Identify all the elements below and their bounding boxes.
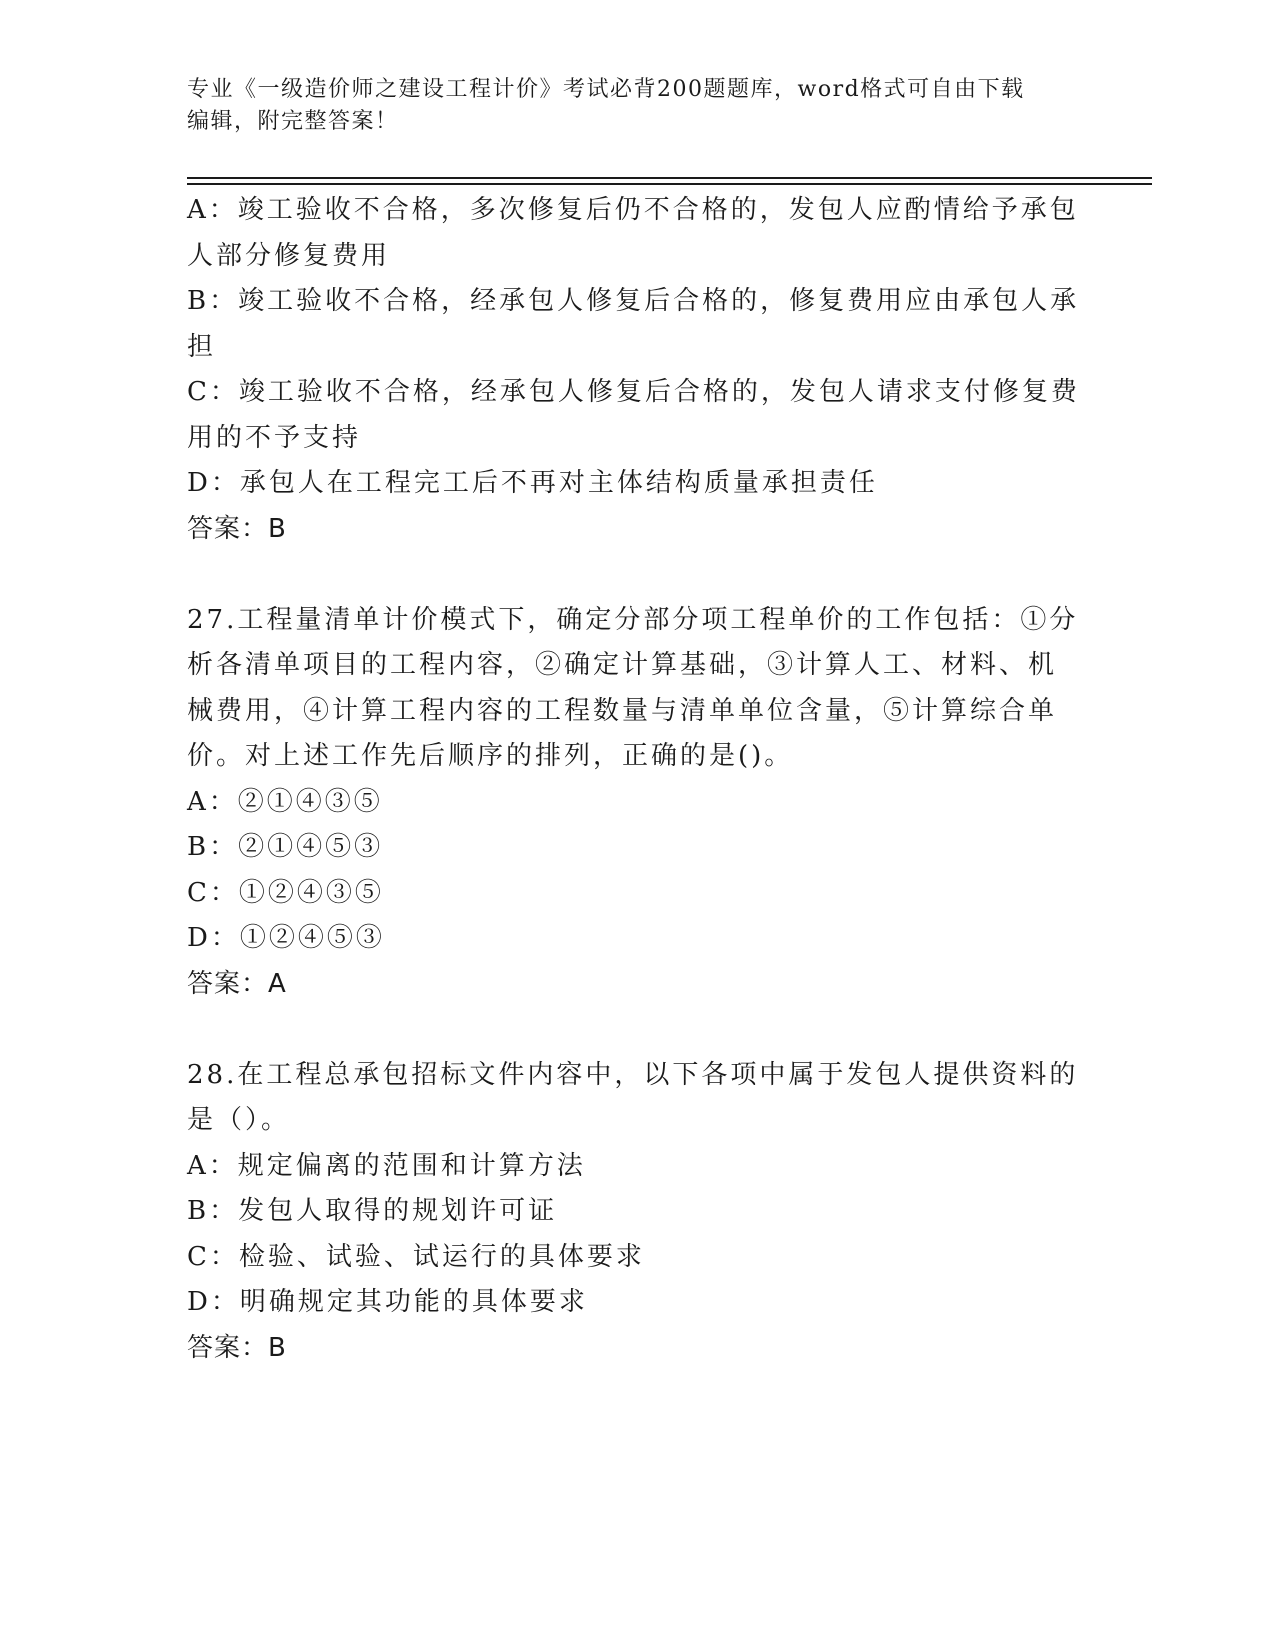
header-rule-bottom [187,183,1152,185]
q26-option-d: D：承包人在工程完工后不再对主体结构质量承担责任 [187,468,878,498]
q27-stem-line-4: 价。对上述工作先后顺序的排列，正确的是()。 [187,741,794,771]
header-rule-top [187,177,1152,179]
q28-option-c: C：检验、试验、试运行的具体要求 [187,1241,645,1272]
question-26 [187,188,1087,552]
q27-option-d: D：①②④⑤③ [187,923,385,953]
q28-option-d: D：明确规定其功能的具体要求 [187,1287,588,1317]
q27-stem-line-1: 27.工程量清单计价模式下，确定分部分项工程单价的工作包括：①分 [187,604,1079,635]
q28-option-b: B：发包人取得的规划许可证 [187,1196,558,1226]
q28-stem-line-2: 是（）。 [187,1105,291,1135]
q27-stem-line-2: 析各清单项目的工程内容，②确定计算基础，③计算人工、材料、机 [187,650,1058,680]
q26-option-b-line-2: 担 [187,331,217,362]
q28-answer: 答案：B [187,1332,287,1363]
header-line-1: 专业《一级造价师之建设工程计价》考试必背200题题库，word格式可自由下载 [187,77,1025,102]
question-28 [187,1053,1087,1372]
q27-option-a: A：②①④③⑤ [187,786,383,817]
q28-stem-line-1: 28.在工程总承包招标文件内容中，以下各项中属于发包人提供资料的 [187,1059,1079,1090]
question-27 [187,598,1087,1008]
spacer [187,552,1087,598]
q26-option-c-line-1: C：竣工验收不合格，经承包人修复后合格的，发包人请求支付修复费 [187,377,1080,407]
spacer [187,1007,1087,1053]
q26-option-a-line-2: 人部分修复费用 [187,240,391,271]
q27-stem-line-3: 械费用，④计算工程内容的工程数量与清单单位含量，⑤计算综合单 [187,695,1058,726]
q27-option-b: B：②①④⑤③ [187,832,384,862]
header-line-2: 编辑，附完整答案！ [187,109,399,134]
q26-option-b-line-1: B：竣工验收不合格，经承包人修复后合格的，修复费用应由承包人承 [187,286,1080,316]
q26-answer: 答案：B [187,513,287,544]
q26-option-c-line-2: 用的不予支持 [187,422,362,453]
document-header [187,74,1067,138]
q28-option-a: A：规定偏离的范围和计算方法 [187,1150,586,1181]
question-content [187,188,1087,1371]
q27-answer: 答案：A [187,968,287,999]
q26-option-a-line-1: A：竣工验收不合格，多次修复后仍不合格的，发包人应酌情给予承包 [187,195,1079,225]
q27-option-c: C：①②④③⑤ [187,877,384,908]
